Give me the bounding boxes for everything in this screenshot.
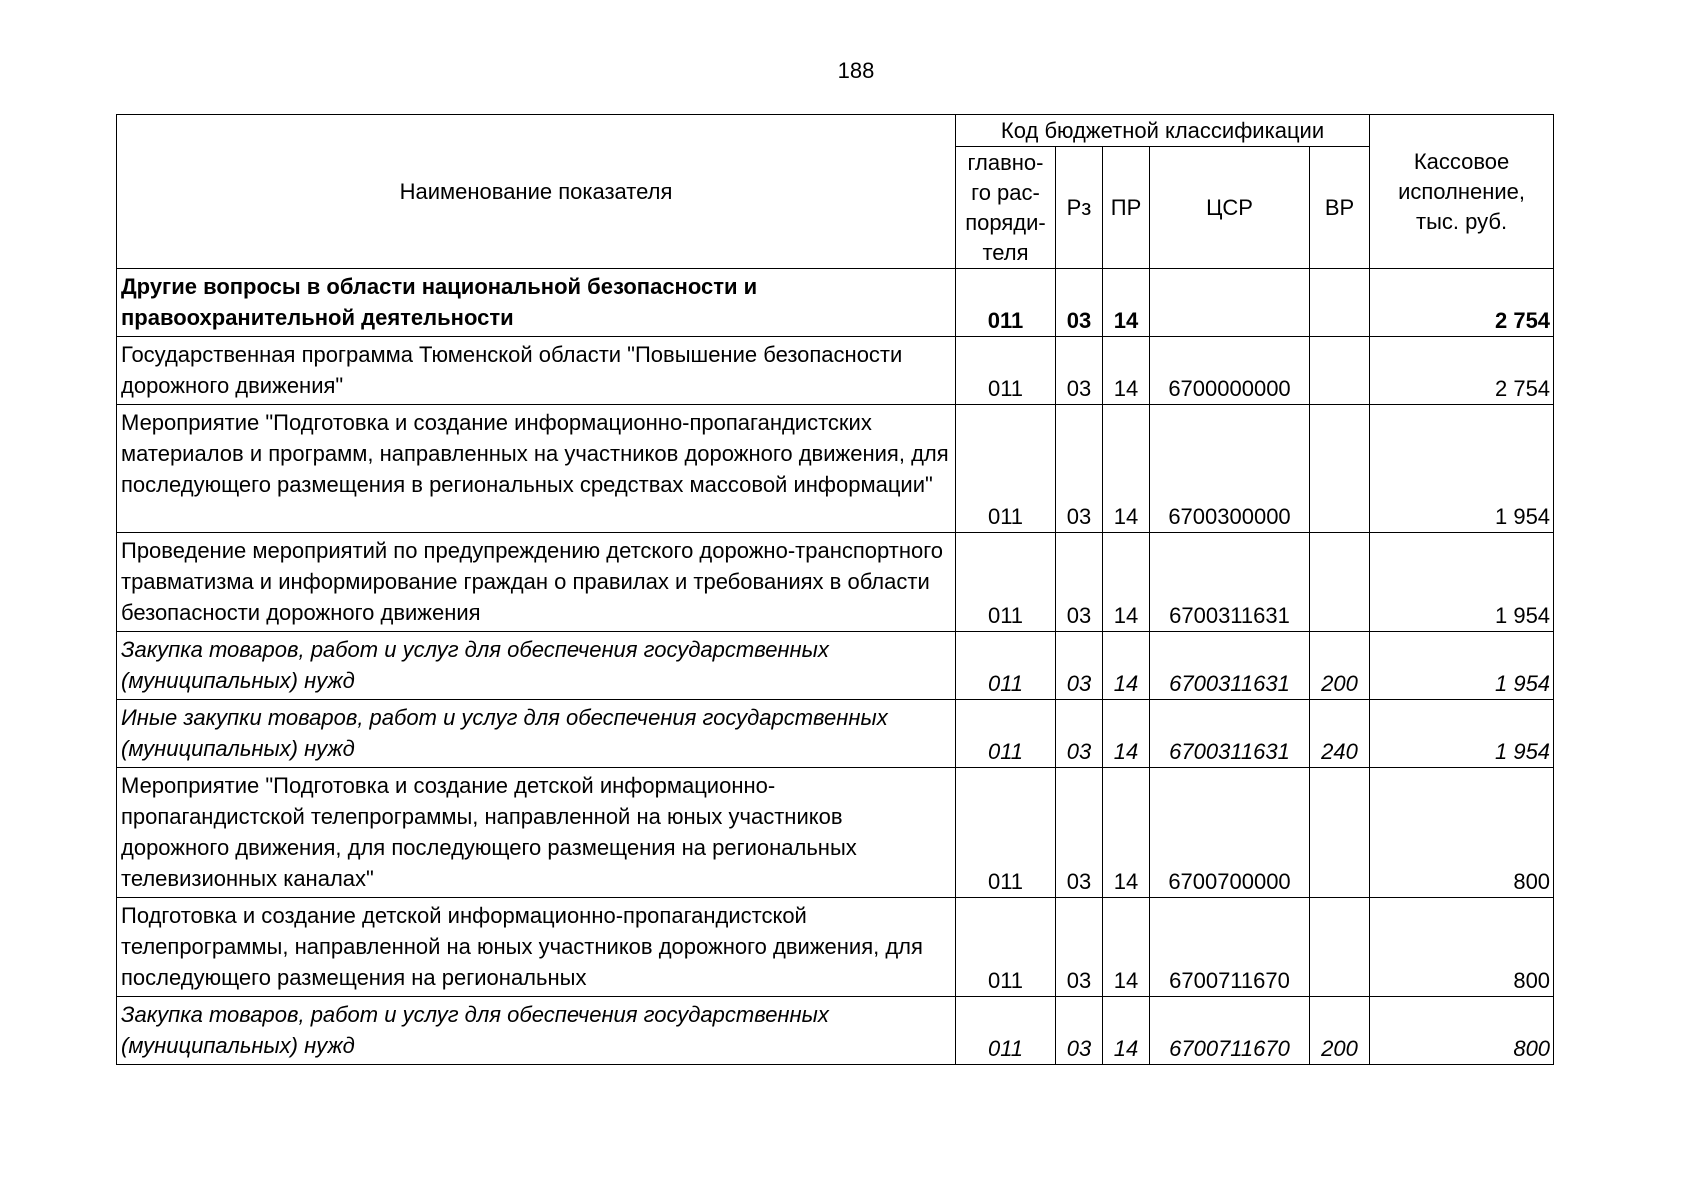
row-name: Иные закупки товаров, работ и услуг для обеспечения государственных (муниципальных) нужд — [117, 700, 956, 768]
row-name: Проведение мероприятий по предупреждению детского дорожно-транспортного травматизма и информирование граждан о правилах и требованиях в области безопасности дорожного движения — [117, 533, 956, 632]
row-pr: 14 — [1103, 898, 1150, 997]
row-amount: 1 954 — [1370, 533, 1554, 632]
row-csr: 6700711670 — [1150, 898, 1310, 997]
table-row — [117, 533, 1554, 632]
row-glav: 011 — [956, 533, 1056, 632]
row-glav: 011 — [956, 997, 1056, 1065]
row-rz: 03 — [1056, 898, 1103, 997]
row-rz: 03 — [1056, 405, 1103, 533]
header-pr: ПР — [1103, 147, 1150, 269]
row-amount: 2 754 — [1370, 337, 1554, 405]
row-glav: 011 — [956, 269, 1056, 337]
row-amount: 800 — [1370, 997, 1554, 1065]
row-vr — [1310, 533, 1370, 632]
row-pr: 14 — [1103, 405, 1150, 533]
budget-table — [116, 114, 1554, 1065]
row-rz: 03 — [1056, 269, 1103, 337]
row-glav: 011 — [956, 898, 1056, 997]
row-pr: 14 — [1103, 632, 1150, 700]
table-row — [117, 337, 1554, 405]
row-name: Мероприятие "Подготовка и создание детской информационно-пропагандистской телепрограммы, направленной на юных участников дорожного движения, для последующего размещения на региональных телевизионных каналах" — [117, 768, 956, 898]
header-rz: Рз — [1056, 147, 1103, 269]
row-csr: 6700711670 — [1150, 997, 1310, 1065]
header-amount — [1370, 115, 1554, 269]
header-amount-line: тыс. руб. — [1416, 208, 1508, 234]
row-csr: 6700311631 — [1150, 533, 1310, 632]
row-vr: 240 — [1310, 700, 1370, 768]
row-name: Закупка товаров, работ и услуг для обеспечения государственных (муниципальных) нужд — [117, 997, 956, 1065]
row-csr: 6700700000 — [1150, 768, 1310, 898]
row-glav: 011 — [956, 632, 1056, 700]
row-csr: 6700300000 — [1150, 405, 1310, 533]
row-glav: 011 — [956, 700, 1056, 768]
table-row — [117, 632, 1554, 700]
row-vr — [1310, 768, 1370, 898]
row-pr: 14 — [1103, 533, 1150, 632]
row-pr: 14 — [1103, 997, 1150, 1065]
header-classification-group: Код бюджетной классификации — [956, 115, 1370, 147]
table-row — [117, 768, 1554, 898]
row-glav: 011 — [956, 337, 1056, 405]
row-amount: 2 754 — [1370, 269, 1554, 337]
row-vr — [1310, 269, 1370, 337]
row-rz: 03 — [1056, 533, 1103, 632]
row-amount: 1 954 — [1370, 405, 1554, 533]
row-name: Мероприятие "Подготовка и создание информационно-пропагандистских материалов и программ, направленных на участников дорожного движения, для последующего размещения в региональных средствах массовой информации" — [117, 405, 956, 533]
row-csr: 6700311631 — [1150, 632, 1310, 700]
row-glav: 011 — [956, 768, 1056, 898]
row-name: Закупка товаров, работ и услуг для обеспечения государственных (муниципальных) нужд — [117, 632, 956, 700]
row-pr: 14 — [1103, 269, 1150, 337]
row-amount: 800 — [1370, 768, 1554, 898]
row-rz: 03 — [1056, 337, 1103, 405]
table-row — [117, 700, 1554, 768]
table-row — [117, 997, 1554, 1065]
row-vr — [1310, 898, 1370, 997]
header-amount-line: Кассовое — [1413, 148, 1510, 174]
page-number: 188 — [837, 58, 875, 83]
row-csr: 6700000000 — [1150, 337, 1310, 405]
header-glav-line: поряди- — [965, 209, 1046, 235]
table-row — [117, 898, 1554, 997]
row-name: Подготовка и создание детской информационно-пропагандистской телепрограммы, направленной на юных участников дорожного движения, для последующего размещения на региональных — [117, 898, 956, 997]
header-glav-line: го рас- — [971, 179, 1040, 205]
row-amount: 800 — [1370, 898, 1554, 997]
row-vr: 200 — [1310, 632, 1370, 700]
row-name: Государственная программа Тюменской области "Повышение безопасности дорожного движения" — [117, 337, 956, 405]
row-csr: 6700311631 — [1150, 700, 1310, 768]
header-csr: ЦСР — [1150, 147, 1310, 269]
table-row — [117, 269, 1554, 337]
header-name: Наименование показателя — [117, 115, 956, 269]
row-vr — [1310, 405, 1370, 533]
row-rz: 03 — [1056, 632, 1103, 700]
row-pr: 14 — [1103, 337, 1150, 405]
header-vr: ВР — [1310, 147, 1370, 269]
row-csr — [1150, 269, 1310, 337]
row-amount: 1 954 — [1370, 632, 1554, 700]
header-glav-line: главно- — [967, 149, 1044, 175]
row-vr: 200 — [1310, 997, 1370, 1065]
table-row — [117, 405, 1554, 533]
row-vr — [1310, 337, 1370, 405]
row-rz: 03 — [1056, 768, 1103, 898]
row-rz: 03 — [1056, 997, 1103, 1065]
row-amount: 1 954 — [1370, 700, 1554, 768]
row-glav: 011 — [956, 405, 1056, 533]
header-amount-line: исполнение, — [1398, 178, 1526, 204]
row-rz: 03 — [1056, 700, 1103, 768]
row-pr: 14 — [1103, 768, 1150, 898]
row-pr: 14 — [1103, 700, 1150, 768]
row-name: Другие вопросы в области национальной безопасности и правоохранительной деятельности — [117, 269, 956, 337]
header-main-administrator — [956, 147, 1056, 269]
header-glav-line: теля — [982, 239, 1029, 265]
